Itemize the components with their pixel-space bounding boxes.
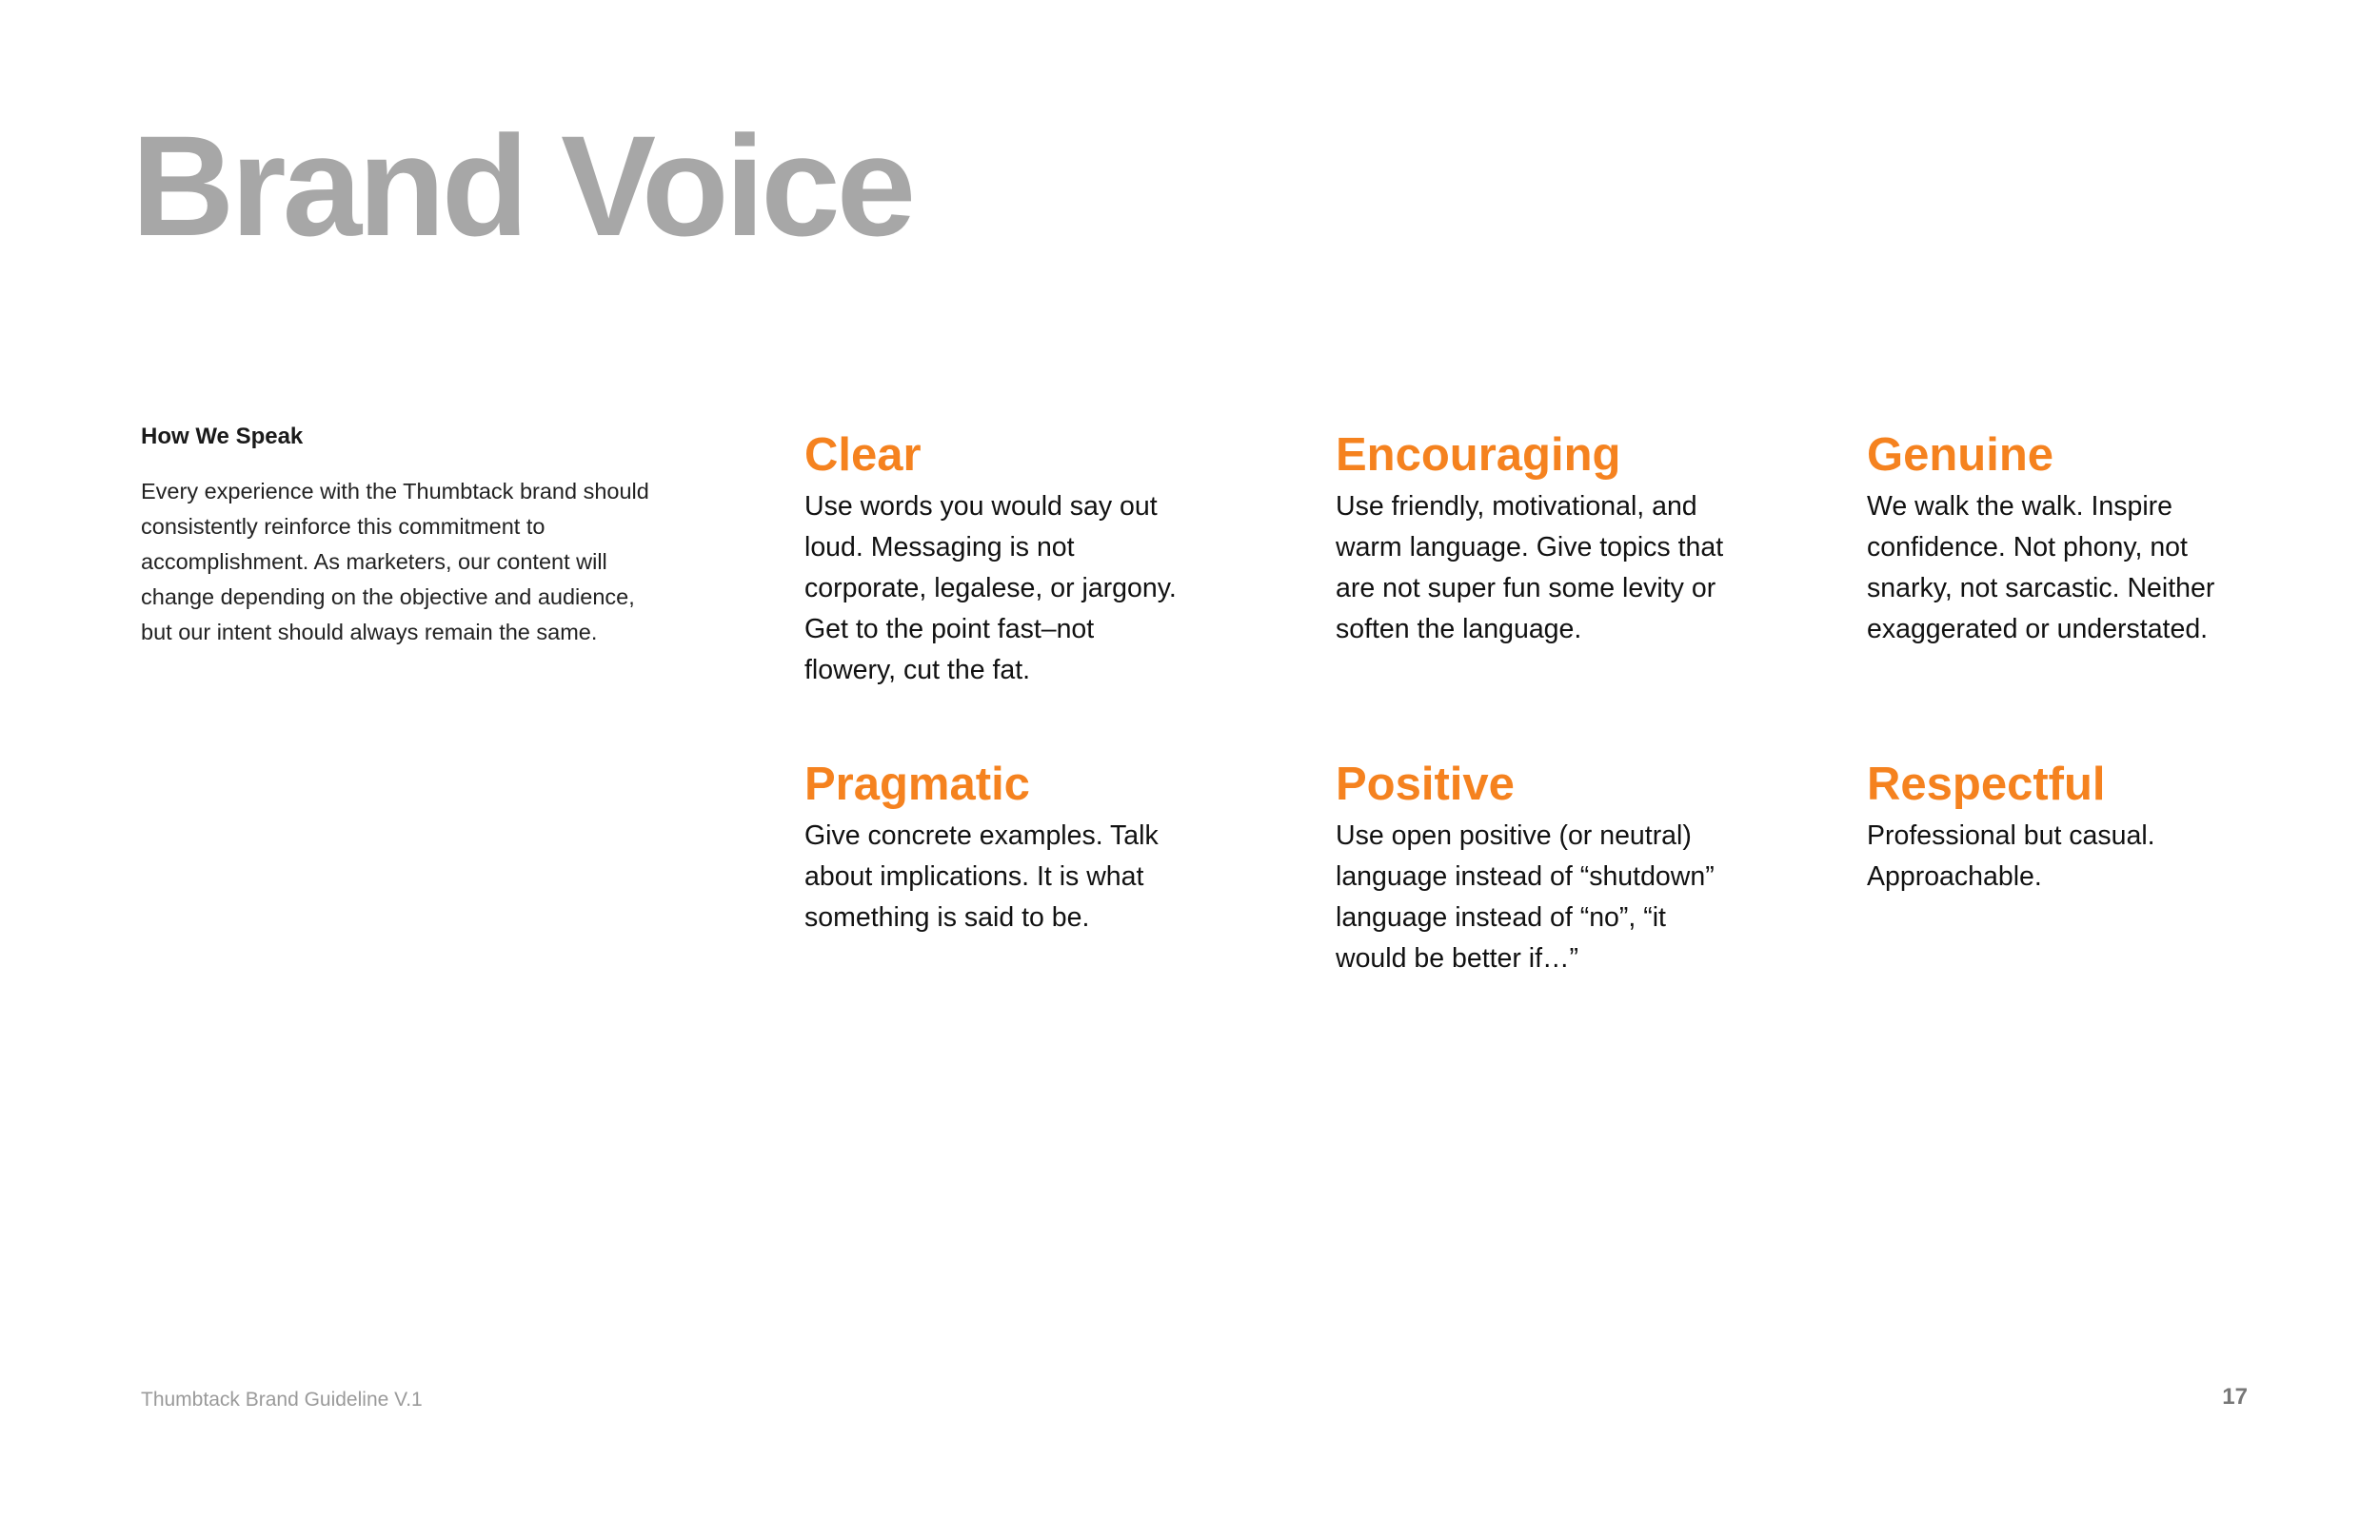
trait-clear [804,425,1204,691]
trait-encouraging [1336,425,1735,650]
trait-heading: Genuine [1867,429,2054,481]
page-number: 17 [2222,1384,2248,1410]
trait-pragmatic [804,755,1204,938]
trait-description: Give concrete examples. Talk about implications. It is what something is said to be. [804,820,1159,933]
trait-description: Professional but casual. Approachable. [1867,820,2155,892]
trait-description: Use open positive (or neutral) language instead of “shutdown” language instead of “no”, “it would be better if…” [1336,820,1715,974]
trait-heading: Positive [1336,759,1515,810]
trait-description: Use friendly, motivational, and warm language. Give topics that are not super fun some levity or soften the language. [1336,491,1724,644]
intro-heading: How We Speak [141,424,304,449]
trait-respectful [1867,755,2267,898]
trait-heading: Pragmatic [804,759,1030,810]
trait-description: We walk the walk. Inspire confidence. Not phony, not snarky, not sarcastic. Neither exaggerated or understated. [1867,491,2215,644]
trait-heading: Respectful [1867,759,2106,810]
trait-genuine [1867,425,2267,650]
trait-heading: Encouraging [1336,429,1621,481]
trait-heading: Clear [804,429,922,481]
intro-section [141,421,655,650]
trait-description: Use words you would say out loud. Messaging is not corporate, legalese, or jargony. Get to the point fast–not flowery, cut the fat. [804,491,1177,685]
footer-document-name: Thumbtack Brand Guideline V.1 [141,1389,423,1411]
trait-positive [1336,755,1735,979]
page-title: Brand Voice [131,106,913,266]
intro-body: Every experience with the Thumbtack brand should consistently reinforce this commitment to accomplishment. As marketers, our content will change depending on the objective and audience, but our intent should always remain the same. [141,479,649,644]
